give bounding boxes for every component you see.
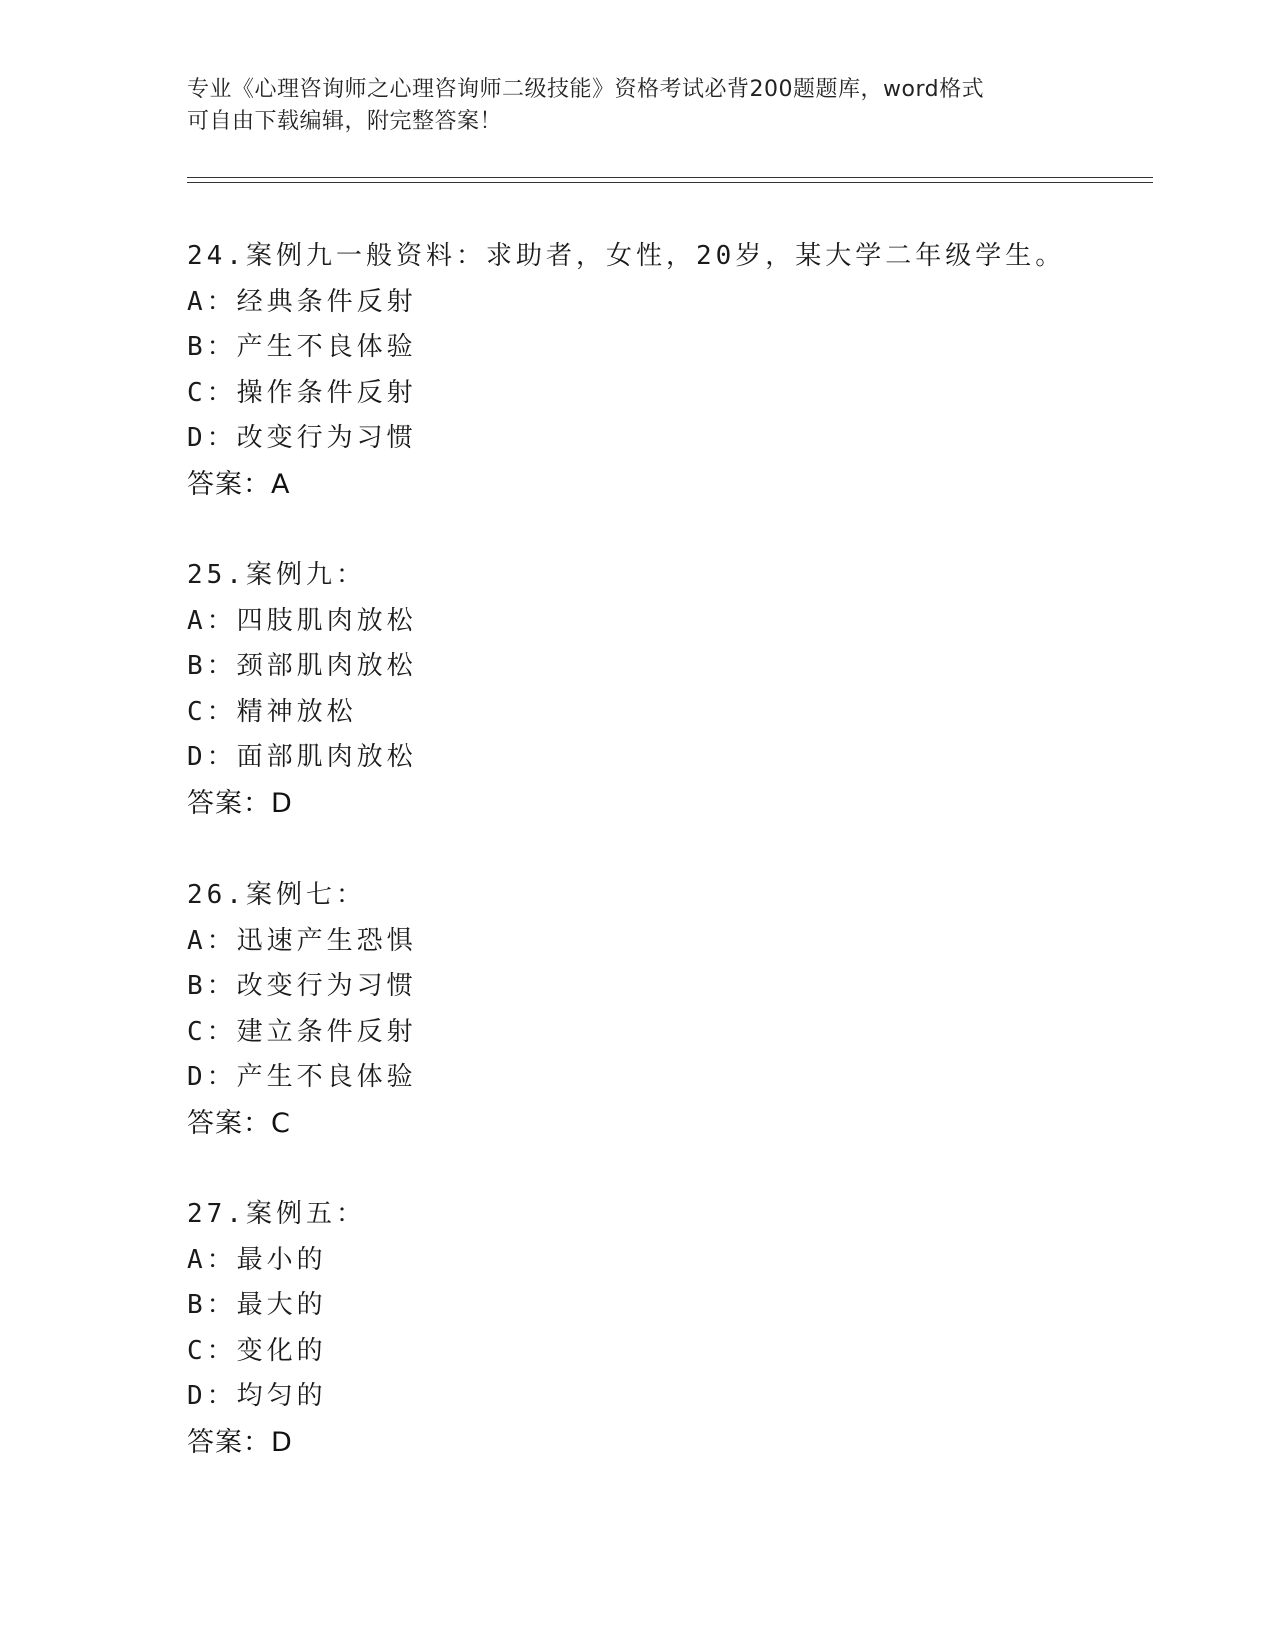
question-25 [187, 553, 1187, 826]
answer-key: 答案：C [187, 1107, 291, 1139]
answer-key: 答案：D [187, 787, 293, 819]
question-stem: 26.案例七： [187, 880, 366, 910]
header-divider-bottom [187, 182, 1153, 183]
option-d: D：面部肌肉放松 [187, 742, 417, 772]
question-stem: 24.案例九一般资料：求助者，女性，20岁，某大学二年级学生。 [187, 241, 1066, 271]
document-header [187, 74, 1087, 138]
header-title-line-1: 专业《心理咨询师之心理咨询师二级技能》资格考试必背200题题库，word格式 [187, 77, 985, 102]
header-title-line-2: 可自由下载编辑，附完整答案！ [187, 109, 503, 134]
option-b: B：最大的 [187, 1290, 327, 1320]
option-d: D：产生不良体验 [187, 1062, 417, 1092]
option-d: D：改变行为习惯 [187, 423, 417, 453]
option-a: A：最小的 [187, 1244, 327, 1275]
option-b: B：改变行为习惯 [187, 971, 417, 1001]
answer-key: 答案：A [187, 468, 291, 500]
option-c: C：变化的 [187, 1335, 327, 1366]
question-27 [187, 1192, 1187, 1465]
option-c: C：精神放松 [187, 696, 357, 727]
question-24 [187, 234, 1187, 507]
option-b: B：产生不良体验 [187, 332, 417, 362]
header-divider-top [187, 177, 1153, 178]
option-b: B：颈部肌肉放松 [187, 651, 417, 681]
question-stem: 25.案例九： [187, 560, 366, 590]
question-stem: 27.案例五： [187, 1199, 366, 1229]
option-a: A：经典条件反射 [187, 286, 417, 317]
question-26 [187, 873, 1187, 1146]
answer-key: 答案：D [187, 1426, 293, 1458]
option-c: C：操作条件反射 [187, 377, 417, 408]
option-a: A：迅速产生恐惧 [187, 925, 417, 956]
option-d: D：均匀的 [187, 1381, 327, 1411]
option-a: A：四肢肌肉放松 [187, 605, 417, 636]
option-c: C：建立条件反射 [187, 1016, 417, 1047]
